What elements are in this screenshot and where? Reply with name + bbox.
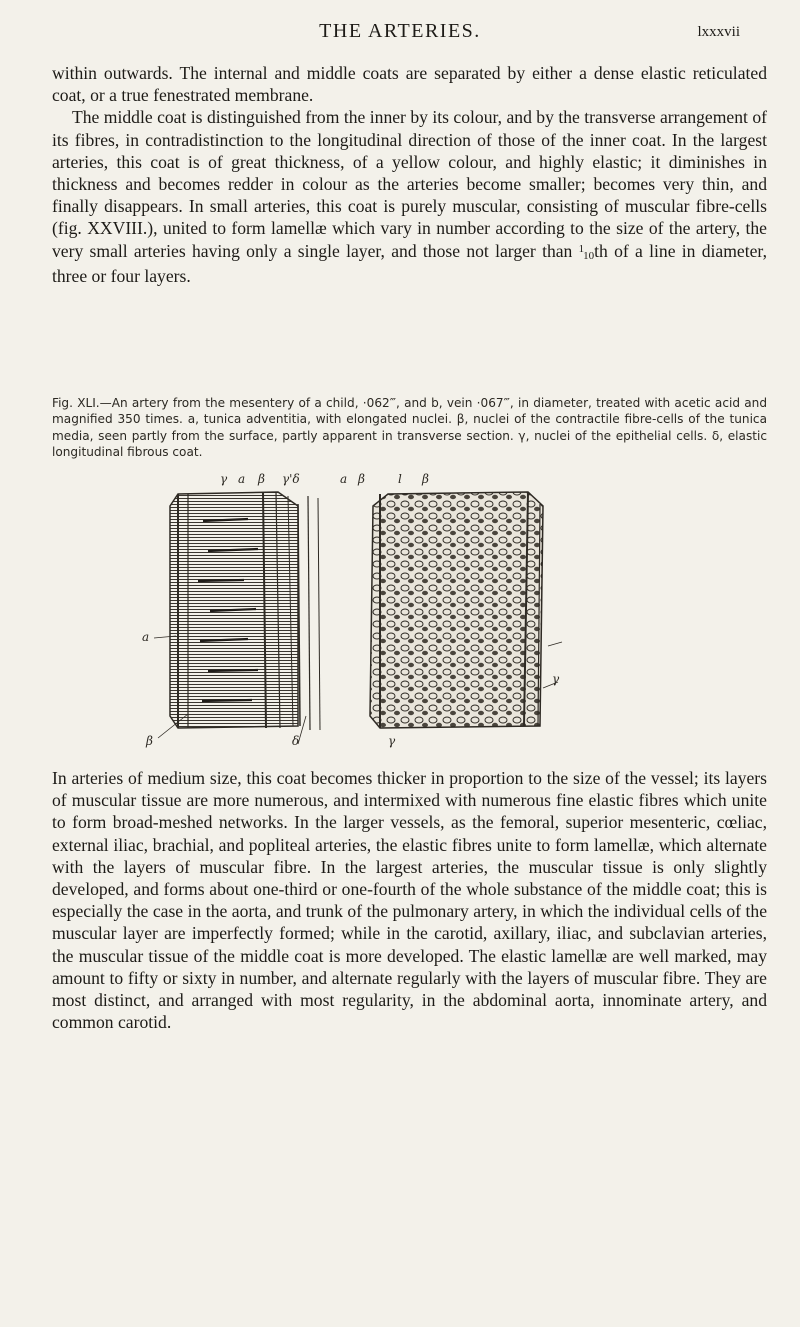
paragraph-middle-coat <box>52 106 767 287</box>
figure-label-a-2: a <box>340 472 348 486</box>
paragraph-medium-arteries <box>52 767 767 1033</box>
fraction-numerator: 1 <box>578 242 585 255</box>
figure-artery-vein-illustration <box>142 472 568 750</box>
paragraph-line-1: within outwards. The internal and middle coats are separated by either a dense elastic reticulated coat, or a true fenestrated membrane. <box>52 63 767 106</box>
paragraph-middle-coat-text: The middle coat is distinguished from the inner by its colour, and by the transverse arrangement of its fibres, in contradistinction to the longitudinal direction of those of the inner coat. In the largest arteries, this coat is of great thickness, of a yellow colour, and highly elastic; it diminishes in thickness and becomes redder in colour as the arteries become smaller; becomes very thin, and finally disappears. In small arteries, this coat is purely muscular, consisting of muscular fibre-cells (fig. XXVIII.), united to form lamellæ which vary in number according to the size of the artery, the very small arteries having only a single layer, and those not larger than <box>52 107 767 261</box>
artery-drawing <box>170 492 300 728</box>
figure-label-beta-bottom: β <box>146 734 153 748</box>
running-head <box>48 20 752 48</box>
page-number: lxxxvii <box>697 24 740 40</box>
fraction-denominator: 10 <box>583 249 595 262</box>
figure-label-l: l <box>398 472 402 486</box>
figure-caption <box>52 395 767 461</box>
paragraph-middle-coat-end: th of a line in diameter, three or four layers. <box>52 240 767 286</box>
figure-label-a: a <box>238 472 246 486</box>
figure-label-gamma-bottom: γ <box>388 734 396 748</box>
vein-drawing <box>370 492 543 728</box>
figure-label-gamma-right: γ <box>552 672 560 686</box>
artery-vein-engraving <box>148 476 568 750</box>
figure-label-beta-2: β <box>358 472 365 486</box>
figure-label-a-left: a <box>142 630 150 644</box>
paragraph-medium-arteries-text: In arteries of medium size, this coat becomes thicker in proportion to the size of the vessel; its layers of muscular tissue are more numerous, and intermixed with numerous fine elastic fibres which unite to form broad-meshed networks. In the larger vessels, as the femoral, superior mesenteric, cœliac, external iliac, brachial, and popliteal arteries, the elastic fibres unite to form lamellæ, which alternate with the layers of muscular fibre. In the largest arteries, the muscular tissue is only slightly developed, and forms about one-third or one-fourth of the whole substance of the middle coat; this is especially the case in the aorta, and trunk of the pulmonary artery, in which the individual cells of the muscular layer are imperfectly formed; while in the carotid, axillary, iliac, and subclavian arteries, the muscular tissue of the middle coat is more developed. The elastic lamellæ are well marked, may amount to fifty or sixty in number, and alternate regularly with the layers of muscular fibre. They are most distinct, and arranged with most regularity, in the abdominal aorta, innominate artery, and common carotid. <box>52 768 767 1033</box>
figure-label-gamma: γ <box>220 472 228 486</box>
paragraph-intro <box>52 62 767 287</box>
figure-label-gamma-delta: γ'δ <box>282 472 300 486</box>
figure-label-beta-3: β <box>422 472 429 486</box>
running-title: THE ARTERIES. <box>319 20 481 42</box>
figure-label-beta: β <box>258 472 265 486</box>
figure-caption-text: Fig. XLI.—An artery from the mesentery of a child, ·062‴, and b, vein ·067‴, in diameter, treated with acetic acid and magnified 350 times. a, tunica adventitia, with elongated nuclei. β, nuclei of the contractile fibre-cells of the tunica media, seen partly from the surface, partly apparent in transverse section. γ, nuclei of the epithelial cells. δ, elastic longitudinal fibrous coat. <box>52 396 767 460</box>
figure-label-delta: δ <box>292 734 300 748</box>
